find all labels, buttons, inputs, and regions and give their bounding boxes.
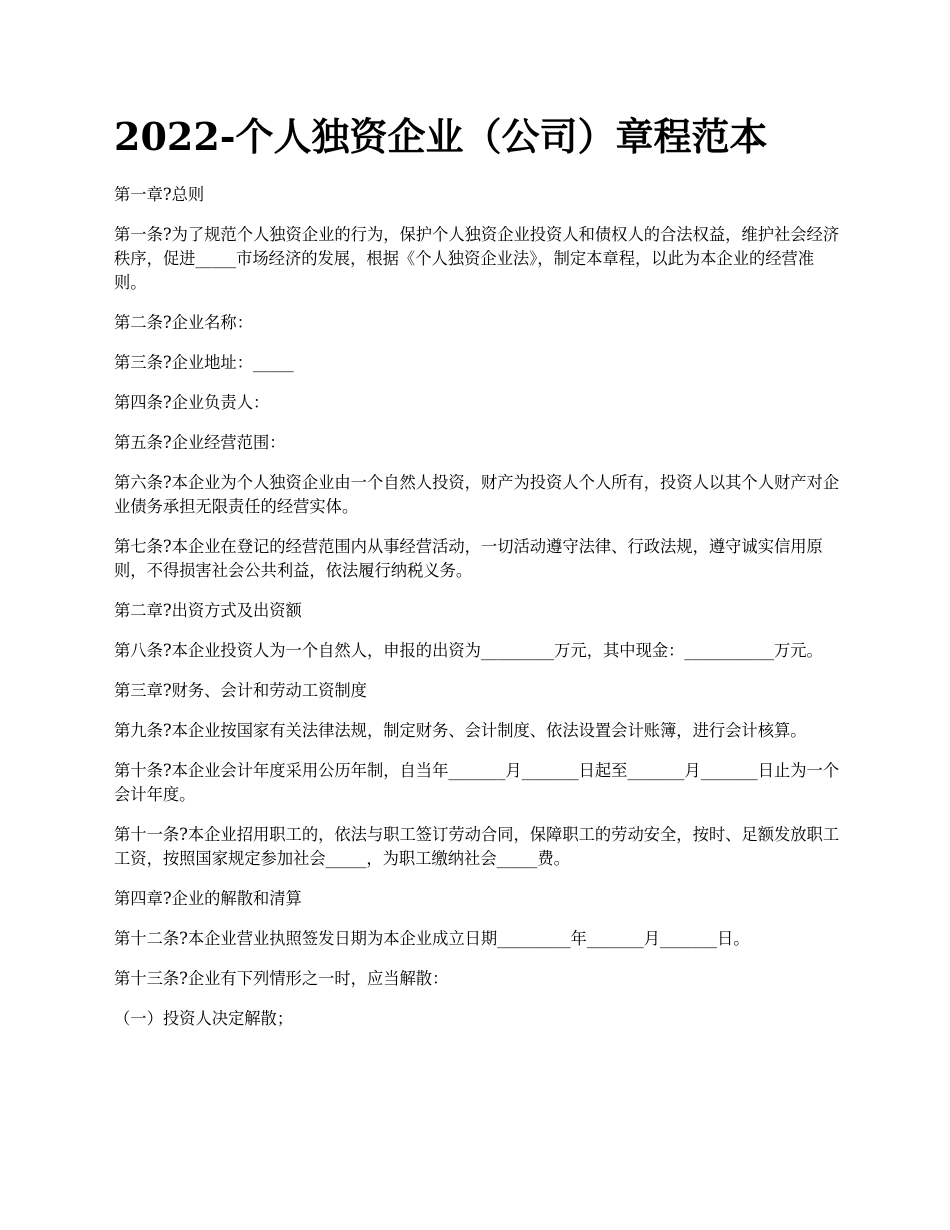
article-paragraph: 第六条?本企业为个人独资企业由一个自然人投资，财产为投资人个人所有，投资人以其个人财产对企业债务承担无限责任的经营实体。: [114, 473, 840, 516]
chapter-heading: 第三章?财务、会计和劳动工资制度: [114, 681, 367, 700]
article-paragraph: 第十三条?企业有下列情形之一时，应当解散：: [114, 969, 449, 988]
article-paragraph: 第二条?企业名称：: [114, 313, 253, 332]
article-paragraph: 第十条?本企业会计年度采用公历年制，自当年_______月_______日起至_______月_______日止为一个会计年度。: [114, 761, 840, 804]
article-paragraph: 第九条?本企业按国家有关法律法规，制定财务、会计制度、依法设置会计账簿，进行会计核算。: [114, 721, 807, 740]
chapter-heading: 第二章?出资方式及出资额: [114, 601, 302, 620]
article-paragraph: 第八条?本企业投资人为一个自然人，申报的出资为_________万元，其中现金：___________万元。: [114, 641, 823, 660]
list-item: （一）投资人决定解散；: [114, 1009, 294, 1028]
article-paragraph: 第五条?企业经营范围：: [114, 433, 286, 452]
document-title: 2022-个人独资企业（公司）章程范本: [114, 114, 768, 159]
article-paragraph: 第三条?企业地址：_____: [114, 353, 294, 372]
chapter-heading: 第一章?总则: [114, 185, 205, 204]
article-paragraph: 第四条?企业负责人：: [114, 393, 270, 412]
chapter-heading: 第四章?企业的解散和清算: [114, 889, 302, 908]
article-paragraph: 第七条?本企业在登记的经营范围内从事经营活动，一切活动遵守法律、行政法规，遵守诚实信用原则，不得损害社会公共利益，依法履行纳税义务。: [114, 537, 823, 580]
document-body: [114, 113, 842, 1047]
article-paragraph: 第十二条?本企业营业执照签发日期为本企业成立日期_________年_______月_______日。: [114, 929, 750, 948]
article-paragraph: 第一条?为了规范个人独资企业的行为，保护个人独资企业投资人和债权人的合法权益，维护社会经济秩序，促进_____市场经济的发展，根据《个人独资企业法》，制定本章程，以此为本企业的经营准则。: [114, 225, 840, 292]
article-paragraph: 第十一条?本企业招用职工的，依法与职工签订劳动合同，保障职工的劳动安全，按时、足额发放职工工资，按照国家规定参加社会_____，为职工缴纳社会_____费。: [114, 825, 840, 868]
